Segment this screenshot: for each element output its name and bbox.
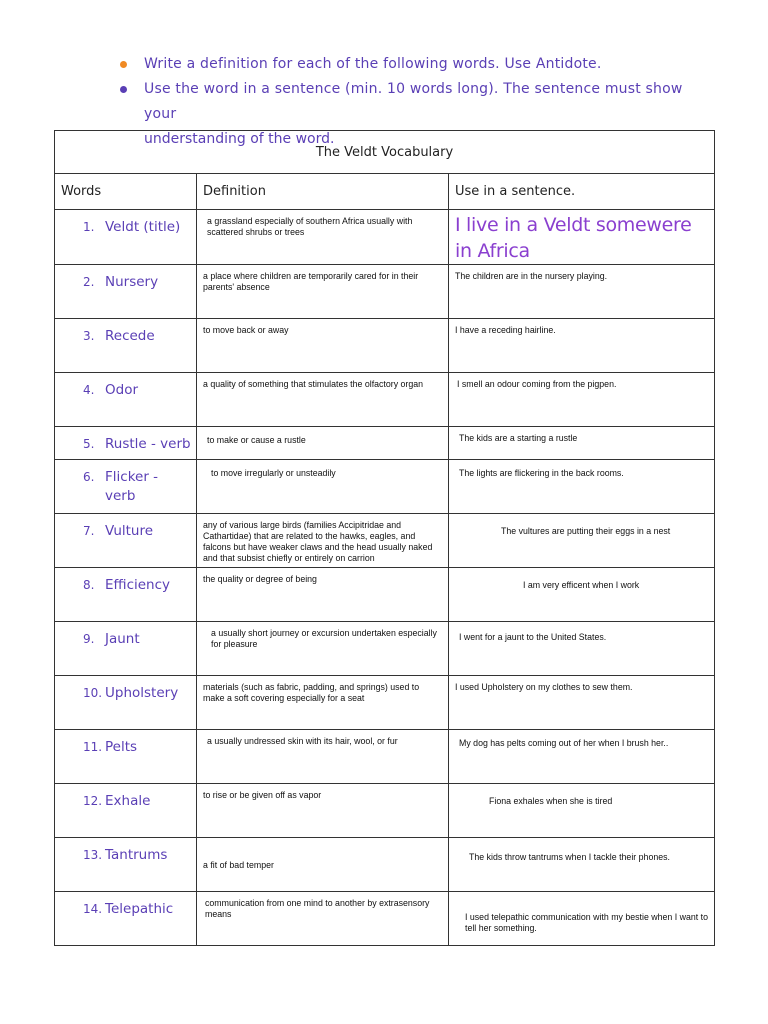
word-text: Flicker - verb: [105, 469, 159, 504]
word-text: Jaunt: [105, 631, 140, 647]
word-entry: [83, 522, 192, 541]
word-number: 3.: [83, 329, 95, 343]
header-sentence: Use in a sentence.: [449, 174, 715, 210]
sentence-cell: The vultures are putting their eggs in a nest: [449, 514, 715, 568]
sentence-cell: I used telepathic communication with my bestie when I want to tell her something.: [449, 892, 715, 946]
definition-cell: to move irregularly or unsteadily: [197, 460, 449, 514]
word-number: 6.: [83, 470, 95, 484]
sentence-cell: Fiona exhales when she is tired: [449, 784, 715, 838]
word-entry: [83, 435, 192, 454]
table-row: [55, 568, 715, 622]
word-cell: [55, 265, 197, 319]
table-row: [55, 427, 715, 460]
table-title: The Veldt Vocabulary: [55, 131, 715, 174]
word-text: Pelts: [105, 739, 138, 755]
sentence-cell: My dog has pelts coming out of her when I brush her..: [449, 730, 715, 784]
table-row: [55, 676, 715, 730]
sentence-cell: I have a receding hairline.: [449, 319, 715, 373]
table-row: [55, 514, 715, 568]
word-number: 13.: [83, 848, 103, 862]
definition-cell: a place where children are temporarily cared for in their parents' absence: [197, 265, 449, 319]
word-cell: [55, 210, 197, 265]
bullet-icon: [120, 61, 127, 68]
sentence-cell: I went for a jaunt to the United States.: [449, 622, 715, 676]
table-row: [55, 838, 715, 892]
word-cell: [55, 568, 197, 622]
table-row: [55, 319, 715, 373]
sentence-cell: The kids throw tantrums when I tackle their phones.: [449, 838, 715, 892]
instruction-text: Use the word in a sentence (min. 10 words long). The sentence must show your: [144, 81, 683, 122]
word-entry: [83, 327, 192, 346]
sentence-cell: The lights are flickering in the back rooms.: [449, 460, 715, 514]
word-cell: [55, 514, 197, 568]
word-entry: [83, 846, 192, 865]
instruction-item: [118, 77, 718, 127]
word-cell: [55, 427, 197, 460]
word-entry: [83, 381, 192, 400]
word-cell: [55, 838, 197, 892]
word-number: 7.: [83, 524, 95, 538]
word-entry: [83, 273, 192, 292]
sentence-cell: I am very efficent when I work: [449, 568, 715, 622]
word-entry: [83, 738, 192, 757]
word-text: Tantrums: [105, 847, 168, 863]
header-words: Words: [55, 174, 197, 210]
table-title-row: [55, 131, 715, 174]
definition-cell: to rise or be given off as vapor: [197, 784, 449, 838]
definition-cell: a fit of bad temper: [197, 838, 449, 892]
word-text: Veldt (title): [105, 219, 181, 235]
table-row: [55, 460, 715, 514]
header-definition: Definition: [197, 174, 449, 210]
definition-cell: to move back or away: [197, 319, 449, 373]
table-row: [55, 784, 715, 838]
sentence-cell: I smell an odour coming from the pigpen.: [449, 373, 715, 427]
word-text: Telepathic: [105, 901, 174, 917]
word-cell: [55, 622, 197, 676]
vocabulary-table: [54, 130, 715, 946]
definition-cell: a usually short journey or excursion undertaken especially for pleasure: [197, 622, 449, 676]
definition-cell: materials (such as fabric, padding, and springs) used to make a soft covering especially for a seat: [197, 676, 449, 730]
table-row: [55, 730, 715, 784]
word-number: 1.: [83, 220, 95, 234]
instruction-item: [118, 52, 718, 77]
word-number: 2.: [83, 275, 95, 289]
table-row: [55, 622, 715, 676]
word-number: 14.: [83, 902, 103, 916]
sentence-cell: The children are in the nursery playing.: [449, 265, 715, 319]
word-text: Efficiency: [105, 577, 171, 593]
word-entry: [83, 576, 192, 595]
word-text: Odor: [105, 382, 139, 398]
bullet-icon: [120, 86, 127, 93]
word-cell: [55, 373, 197, 427]
word-entry: [83, 900, 192, 919]
sentence-cell: The kids are a starting a rustle: [449, 427, 715, 460]
definition-cell: any of various large birds (families Accipitridae and Cathartidae) that are related to the hawks, eagles, and falcons but have weaker claws and the head usually naked and that subsist chiefly or entirely on carrion: [197, 514, 449, 568]
word-number: 12.: [83, 794, 103, 808]
definition-cell: a quality of something that stimulates the olfactory organ: [197, 373, 449, 427]
word-number: 10.: [83, 686, 103, 700]
table-header-row: [55, 174, 715, 210]
word-text: Vulture: [105, 523, 154, 539]
word-number: 4.: [83, 383, 95, 397]
definition-cell: a grassland especially of southern Africa usually with scattered shrubs or trees: [197, 210, 449, 265]
table-row: [55, 892, 715, 946]
instruction-continuation: understanding of the word.: [144, 131, 335, 147]
word-text: Exhale: [105, 793, 151, 809]
sentence-cell: I live in a Veldt somewere in Africa: [449, 210, 715, 265]
word-cell: [55, 730, 197, 784]
table-row: [55, 265, 715, 319]
definition-cell: a usually undressed skin with its hair, wool, or fur: [197, 730, 449, 784]
word-cell: [55, 892, 197, 946]
definition-cell: communication from one mind to another by extrasensory means: [197, 892, 449, 946]
word-number: 9.: [83, 632, 95, 646]
word-entry: [83, 218, 192, 237]
word-number: 8.: [83, 578, 95, 592]
table-row: [55, 373, 715, 427]
word-cell: [55, 784, 197, 838]
word-number: 5.: [83, 437, 95, 451]
definition-cell: the quality or degree of being: [197, 568, 449, 622]
table-row: [55, 210, 715, 265]
word-cell: [55, 676, 197, 730]
word-entry: [83, 468, 192, 506]
definition-cell: to make or cause a rustle: [197, 427, 449, 460]
word-cell: [55, 319, 197, 373]
word-entry: [83, 684, 192, 703]
sentence-cell: I used Upholstery on my clothes to sew them.: [449, 676, 715, 730]
word-text: Rustle - verb: [105, 436, 191, 452]
instruction-text: Write a definition for each of the following words. Use Antidote.: [144, 56, 602, 72]
word-text: Nursery: [105, 274, 159, 290]
word-text: Recede: [105, 328, 155, 344]
word-number: 11.: [83, 740, 103, 754]
word-entry: [83, 630, 192, 649]
word-cell: [55, 460, 197, 514]
word-text: Upholstery: [105, 685, 179, 701]
word-entry: [83, 792, 192, 811]
